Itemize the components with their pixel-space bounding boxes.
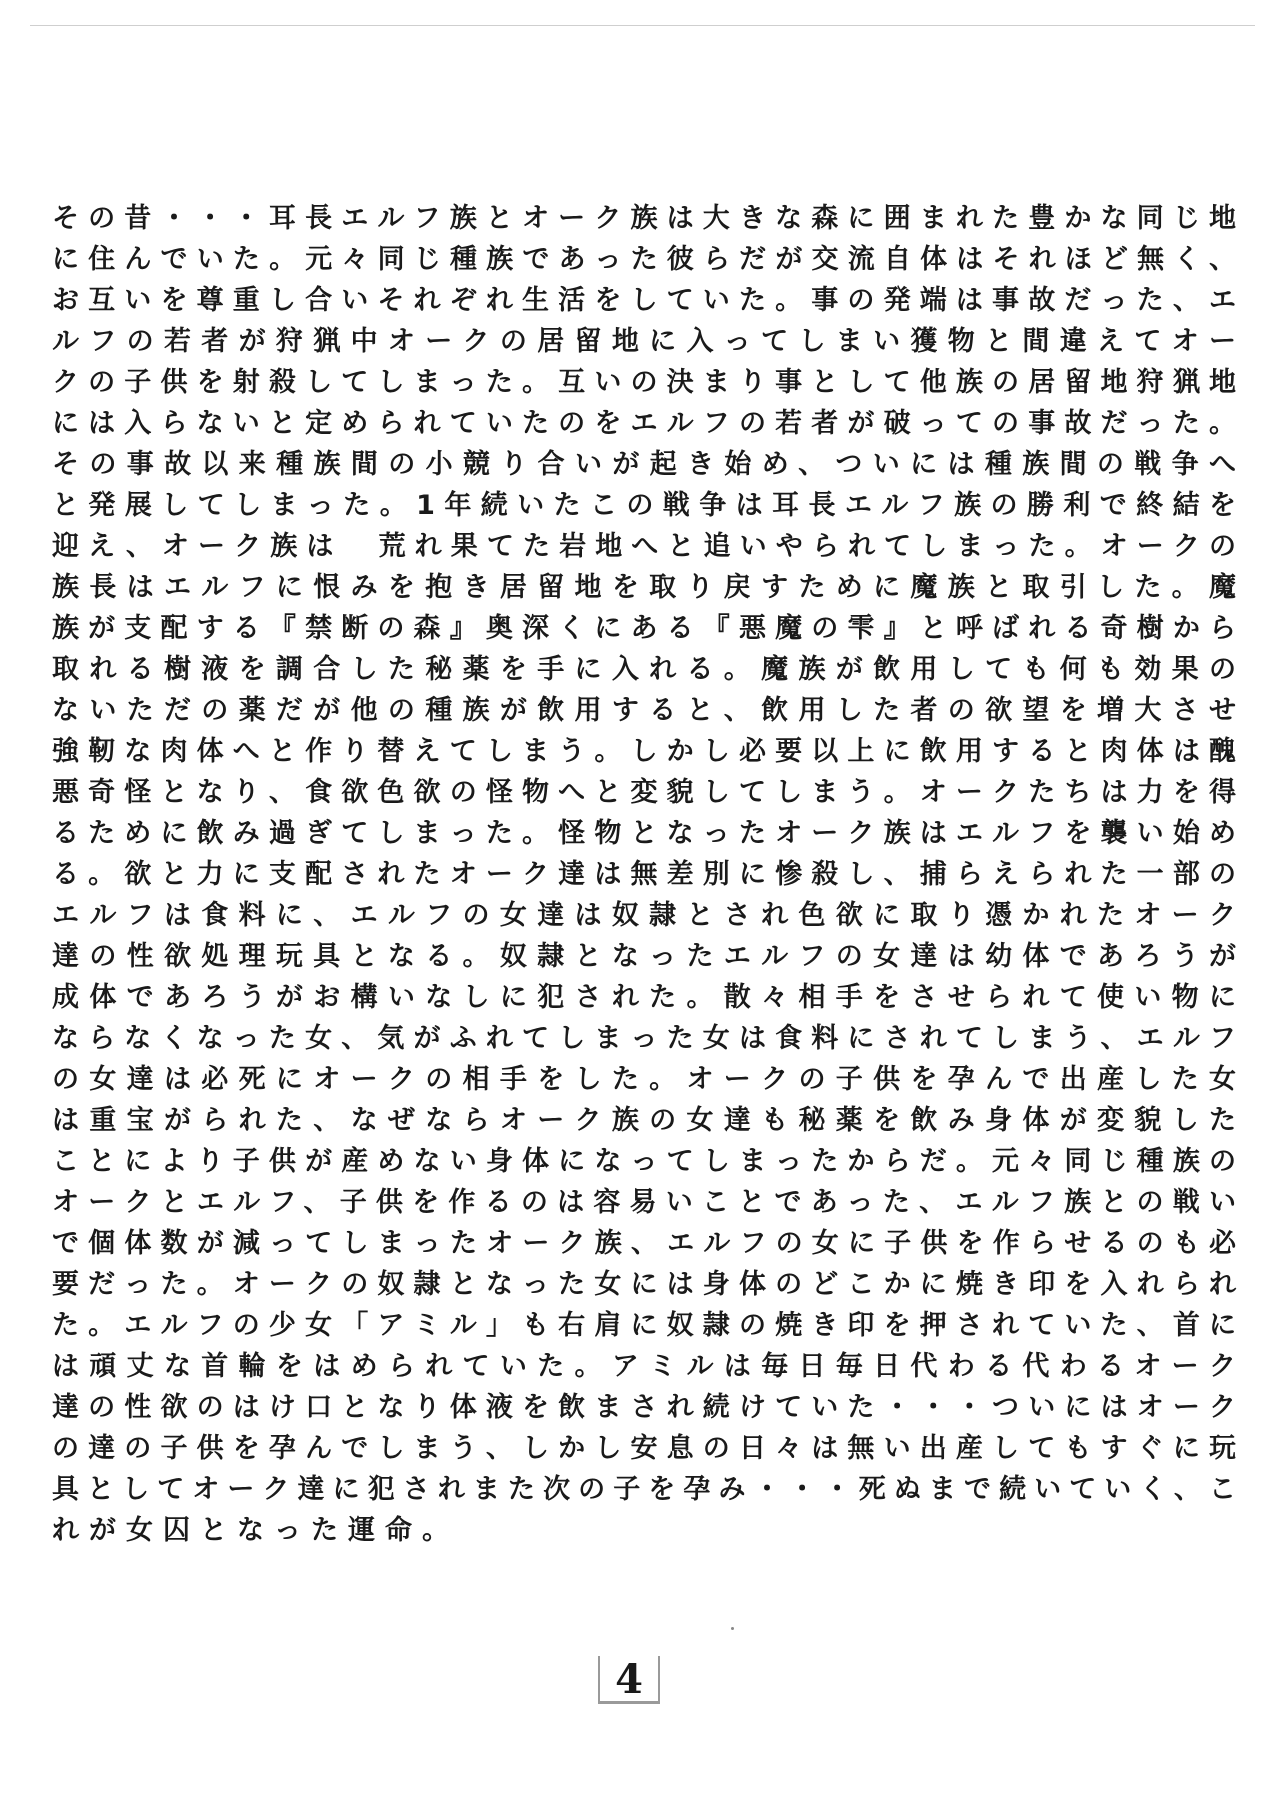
text-line: は重宝がられた、なぜならオーク族の女達も秘薬を飲み身体が変貌した (52, 1105, 1237, 1136)
text-line: 迎え、オーク族は 荒れ果てた岩地へと追いやられてしまった。オークの (52, 531, 1237, 562)
text-line: で個体数が減ってしまったオーク族、エルフの女に子供を作らせるのも必 (52, 1228, 1237, 1259)
text-line: 成体であろうがお構いなしに犯された。散々相手をさせられて使い物に (52, 982, 1237, 1013)
text-line: た。エルフの少女「アミル」も右肩に奴隷の焼き印を押されていた、首に (52, 1310, 1237, 1341)
text-line: るために飲み過ぎてしまった。怪物となったオーク族はエルフを襲い始め (52, 818, 1237, 849)
text-line: 強靭な肉体へと作り替えてしまう。しかし必要以上に飲用すると肉体は醜 (52, 736, 1237, 767)
page-number: 4 (598, 1656, 660, 1704)
text-line: の女達は必死にオークの相手をした。オークの子供を孕んで出産した女 (52, 1064, 1237, 1095)
text-line: 族長はエルフに恨みを抱き居留地を取り戻すために魔族と取引した。魔 (52, 572, 1237, 603)
text-line: ないただの薬だが他の種族が飲用すると、飲用した者の欲望を増大させ (52, 695, 1237, 726)
text-line: ことにより子供が産めない身体になってしまったからだ。元々同じ種族の (52, 1146, 1237, 1177)
text-line: 達の性欲処理玩具となる。奴隷となったエルフの女達は幼体であろうが (52, 941, 1237, 972)
story-text-block (52, 198, 1237, 1551)
text-line: の達の子供を孕んでしまう、しかし安息の日々は無い出産してもすぐに玩 (52, 1433, 1237, 1464)
text-line: 取れる樹液を調合した秘薬を手に入れる。魔族が飲用しても何も効果の (52, 654, 1237, 685)
text-line: エルフは食料に、エルフの女達は奴隷とされ色欲に取り憑かれたオーク (52, 900, 1237, 931)
text-line: オークとエルフ、子供を作るのは容易いことであった、エルフ族との戦い (52, 1187, 1237, 1218)
text-line: その事故以来種族間の小競り合いが起き始め、ついには種族間の戦争へ (52, 449, 1237, 480)
text-line: 悪奇怪となり、食欲色欲の怪物へと変貌してしまう。オークたちは力を得 (52, 777, 1237, 808)
text-line: お互いを尊重し合いそれぞれ生活をしていた。事の発端は事故だった、エ (52, 285, 1237, 316)
text-line: ならなくなった女、気がふれてしまった女は食料にされてしまう、エルフ (52, 1023, 1237, 1054)
text-line: クの子供を射殺してしまった。互いの決まり事として他族の居留地狩猟地 (52, 367, 1237, 398)
text-line: に住んでいた。元々同じ種族であった彼らだが交流自体はそれほど無く、 (52, 244, 1237, 275)
text-line: 要だった。オークの奴隷となった女には身体のどこかに焼き印を入れられ (52, 1269, 1237, 1300)
text-line: は頑丈な首輪をはめられていた。アミルは毎日毎日代わる代わるオーク (52, 1351, 1237, 1382)
text-line-last: れが女囚となった運命。 (52, 1515, 459, 1546)
text-line: 族が支配する『禁断の森』奥深くにある『悪魔の雫』と呼ばれる奇樹から (52, 613, 1237, 644)
text-line: 具としてオーク達に犯されまた次の子を孕み・・・死ぬまで続いていく、こ (52, 1474, 1237, 1505)
text-line: その昔・・・耳長エルフ族とオーク族は大きな森に囲まれた豊かな同じ地 (52, 203, 1237, 234)
text-line: る。欲と力に支配されたオーク達は無差別に惨殺し、捕らえられた一部の (52, 859, 1237, 890)
scan-speck (731, 1627, 734, 1630)
top-border-line (30, 25, 1255, 26)
text-line: と発展してしまった。1年続いたこの戦争は耳長エルフ族の勝利で終結を (52, 490, 1237, 521)
text-line: には入らないと定められていたのをエルフの若者が破っての事故だった。 (52, 408, 1237, 439)
text-line: 達の性欲のはけ口となり体液を飲まされ続けていた・・・ついにはオーク (52, 1392, 1237, 1423)
text-line: ルフの若者が狩猟中オークの居留地に入ってしまい獲物と間違えてオー (52, 326, 1237, 357)
